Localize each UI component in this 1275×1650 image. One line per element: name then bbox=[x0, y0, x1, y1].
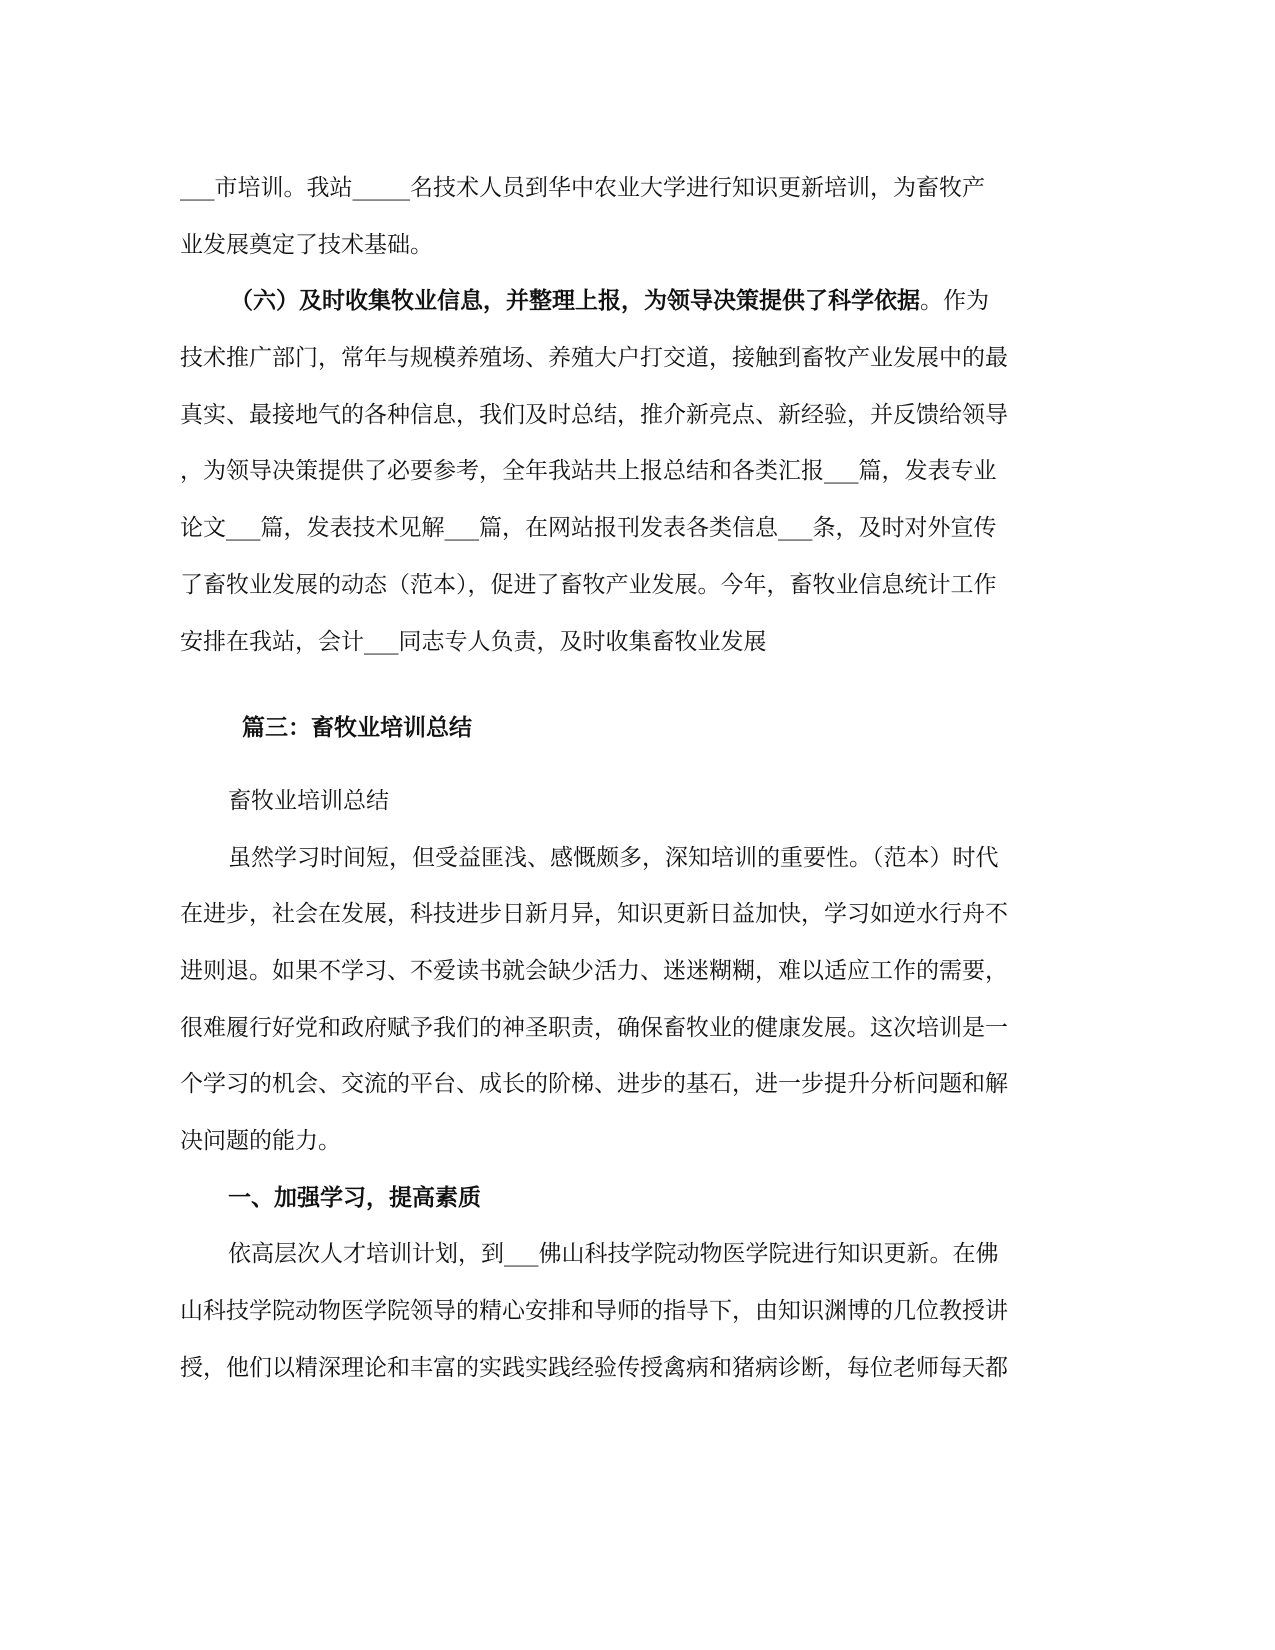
paragraph-line: 在进步，社会在发展，科技进步日新月异，知识更新日益加快，学习如逆水行舟不 bbox=[180, 901, 1008, 928]
paragraph-line: 很难履行好党和政府赋予我们的神圣职责，确保畜牧业的健康发展。这次培训是一 bbox=[180, 1014, 1008, 1041]
paragraph-heading-line bbox=[180, 273, 1040, 330]
paragraph-line: 安排在我站，会计___同志专人负责，及时收集畜牧业发展 bbox=[180, 628, 767, 655]
paragraph-line: ，为领导决策提供了必要参考，全年我站共上报总结和各类汇报___篇，发表专业 bbox=[180, 458, 997, 485]
paragraph-line: 山科技学院动物医学院领导的精心安排和导师的指导下，由知识渊博的几位教授讲 bbox=[180, 1298, 1008, 1325]
section-title: 篇三：畜牧业培训总结 bbox=[242, 714, 472, 742]
bold-heading: （六）及时收集牧业信息，并整理上报，为领导决策提供了科学依据 bbox=[230, 287, 920, 315]
subsection-heading: 一、加强学习，提高素质 bbox=[228, 1183, 481, 1211]
paragraph-line: ___市培训。我站_____名技术人员到华中农业大学进行知识更新培训，为畜牧产 bbox=[180, 175, 985, 201]
paragraph-line: 个学习的机会、交流的平台、成长的阶梯、进步的基石，进一步提升分析问题和解 bbox=[180, 1071, 1008, 1098]
paragraph-line: 论文___篇，发表技术见解___篇，在网站报刊发表各类信息___条，及时对外宣传 bbox=[180, 515, 997, 542]
heading-tail-text: 。作为 bbox=[920, 288, 989, 315]
paragraph-line: 业发展奠定了技术基础。 bbox=[180, 231, 433, 258]
paragraph-line: 了畜牧业发展的动态（范本），促进了畜牧产业发展。今年，畜牧业信息统计工作 bbox=[180, 571, 997, 598]
paragraph-line: 进则退。如果不学习、不爱读书就会缺少活力、迷迷糊糊，难以适应工作的需要， bbox=[180, 957, 1008, 984]
paragraph-line: 依高层次人才培训计划，到___佛山科技学院动物医学院进行知识更新。在佛 bbox=[228, 1241, 999, 1268]
paragraph-line: 虽然学习时间短，但受益匪浅、感慨颇多，深知培训的重要性。（范本）时代 bbox=[228, 844, 999, 871]
document-page bbox=[180, 160, 1040, 1396]
section-subtitle: 畜牧业培训总结 bbox=[228, 787, 389, 814]
paragraph-line: 决问题的能力。 bbox=[180, 1128, 341, 1154]
paragraph-line: 授，他们以精深理论和丰富的实践实践经验传授禽病和猪病诊断，每位老师每天都 bbox=[180, 1354, 1008, 1381]
paragraph-line: 真实、最接地气的各种信息，我们及时总结，推介新亮点、新经验，并反馈给领导 bbox=[180, 401, 1008, 428]
paragraph-line: 技术推广部门，常年与规模养殖场、养殖大户打交道，接触到畜牧产业发展中的最 bbox=[180, 345, 1008, 372]
